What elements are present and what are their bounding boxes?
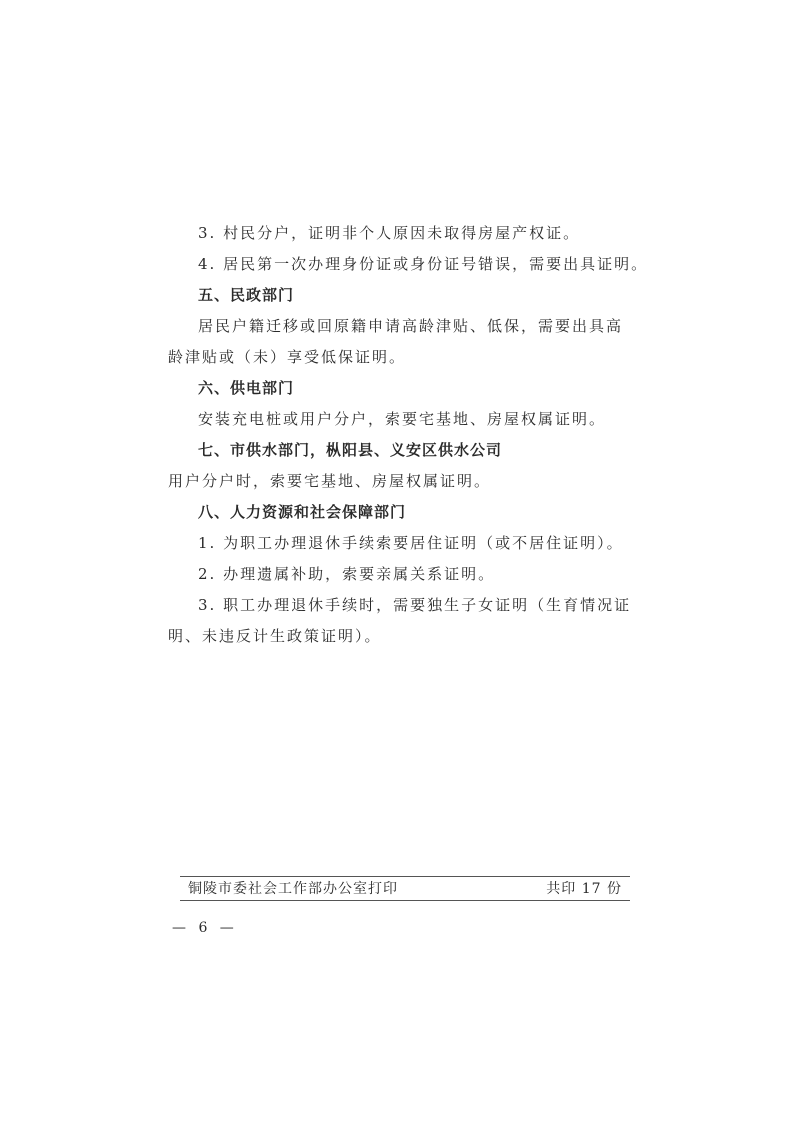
paragraph-civil-affairs-line1: 居民户籍迁移或回原籍申请高龄津贴、低保，需要出具高 [198, 317, 624, 335]
paragraph-hr-item-2: 2. 办理遗属补助，索要亲属关系证明。 [198, 565, 496, 583]
page-number: — 6 — [172, 920, 238, 936]
section-heading-5: 五、民政部门 [198, 286, 295, 304]
footer-info [180, 877, 630, 900]
paragraph-item-4: 4. 居民第一次办理身份证或身份证号错误，需要出具证明。 [198, 255, 649, 273]
print-footer [180, 876, 630, 901]
footer-bottom-rule [180, 900, 630, 901]
document-body [168, 218, 649, 652]
printed-by: 铜陵市委社会工作部办公室打印 [188, 881, 398, 897]
copies-count: 共印 17 份 [546, 881, 622, 897]
paragraph-hr-item-3-line2: 明、未违反计生政策证明）。 [168, 627, 382, 645]
paragraph-civil-affairs-line2: 龄津贴或（未）享受低保证明。 [168, 348, 407, 366]
paragraph-hr-item-3-line1: 3. 职工办理退休手续时，需要独生子女证明（生育情况证 [198, 596, 632, 614]
paragraph-power-supply: 安装充电桩或用户分户，索要宅基地、房屋权属证明。 [198, 410, 607, 428]
section-heading-7: 七、市供水部门，枞阳县、义安区供水公司 [198, 441, 503, 459]
section-heading-6: 六、供电部门 [198, 379, 295, 397]
paragraph-item-3: 3. 村民分户，证明非个人原因未取得房屋产权证。 [198, 224, 581, 242]
paragraph-hr-item-1: 1. 为职工办理退休手续索要居住证明（或不居住证明）。 [198, 534, 624, 552]
paragraph-water-supply: 用户分户时，索要宅基地、房屋权属证明。 [168, 472, 492, 490]
section-heading-8: 八、人力资源和社会保障部门 [198, 503, 407, 521]
